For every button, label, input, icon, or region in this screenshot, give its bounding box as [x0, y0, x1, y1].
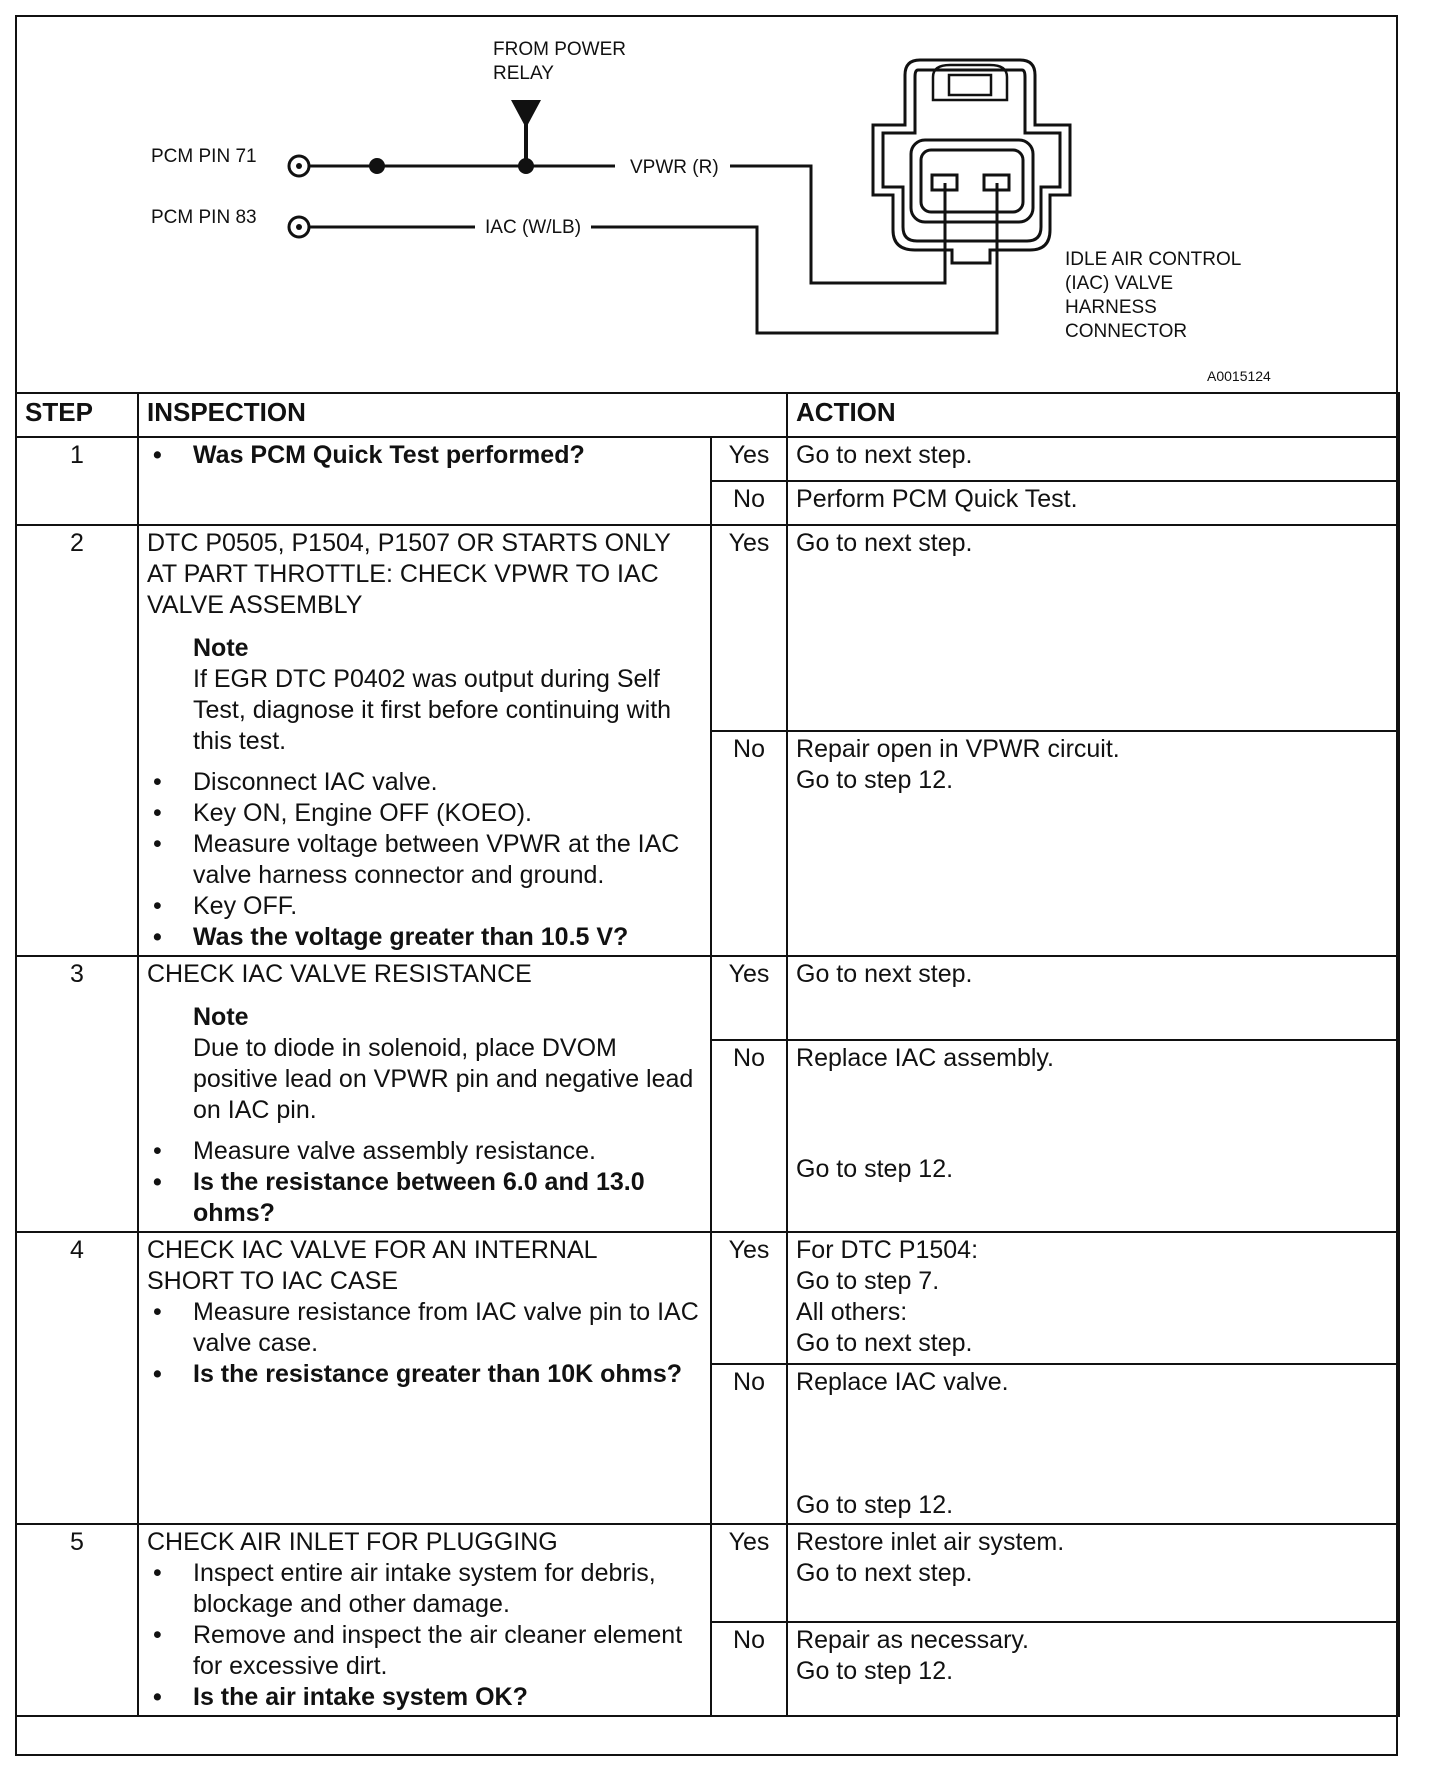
- step-2-yes-label: Yes: [711, 525, 787, 731]
- step-4-inspection: [138, 1232, 711, 1524]
- step-2-question: • Was the voltage greater than 10.5 V?: [147, 922, 702, 953]
- step-2-no-action-line-1: Repair open in VPWR circuit.: [796, 735, 1120, 763]
- step-4-question: • Is the resistance greater than 10K ohms?: [147, 1359, 702, 1390]
- step-3-heading: CHECK IAC VALVE RESISTANCE: [147, 960, 532, 988]
- step-3-question: • Is the resistance between 6.0 and 13.0 ohms?: [147, 1167, 702, 1229]
- pcm-pin-83-label: PCM PIN 83: [151, 207, 257, 228]
- step-1-no-action: [787, 481, 1399, 525]
- step-3-no-action-line-1: Replace IAC assembly.: [796, 1044, 1054, 1072]
- step-1-inspection: [138, 437, 711, 525]
- step-3-note: [147, 1002, 702, 1126]
- diagnostic-procedure-table: [15, 392, 1400, 1717]
- vpwr-splice-1: [369, 158, 385, 174]
- iac-wiring-diagram: [15, 15, 1398, 395]
- step-5-yes-row: [16, 1524, 1399, 1622]
- step-2-bullet-3: • Measure voltage between VPWR at the IAC valve harness connector and ground.: [147, 829, 702, 891]
- step-5-yes-label: Yes: [711, 1524, 787, 1622]
- step-4-yes-label: Yes: [711, 1232, 787, 1364]
- step-1-no-label: No: [711, 481, 787, 525]
- step-5-no-action-line-1: Repair as necessary.: [796, 1626, 1029, 1654]
- step-2-bullet-1: • Disconnect IAC valve.: [147, 767, 702, 798]
- step-2-yes-row: [16, 525, 1399, 731]
- step-2-bullet-4: • Key OFF.: [147, 891, 702, 922]
- step-4-yes-action-line-1: For DTC P1504:: [796, 1236, 979, 1264]
- step-1-question: • Was PCM Quick Test performed?: [147, 440, 702, 471]
- step-4-heading-line-2: SHORT TO IAC CASE: [147, 1267, 399, 1295]
- header-action: ACTION: [787, 393, 1399, 437]
- step-4-no-label: No: [711, 1364, 787, 1524]
- step-3-yes-action: [787, 956, 1399, 1040]
- step-1-yes-label: Yes: [711, 437, 787, 481]
- vpwr-wire-label: VPWR (R): [630, 157, 719, 178]
- step-2-no-label: No: [711, 731, 787, 956]
- step-4-no-action-line-2: Go to step 12.: [796, 1491, 954, 1519]
- figure-id: A0015124: [1207, 368, 1271, 384]
- step-3-no-action-line-2: Go to step 12.: [796, 1155, 954, 1183]
- step-4-heading-line-1: CHECK IAC VALVE FOR AN INTERNAL: [147, 1236, 598, 1264]
- step-3-yes-action-line: Go to next step.: [796, 960, 973, 988]
- step-2-inspection: [138, 525, 711, 956]
- connector-label-line3: HARNESS: [1065, 297, 1157, 318]
- step-5-yes-action: [787, 1524, 1399, 1622]
- step-2-number: 2: [16, 525, 138, 956]
- vpwr-wire-to-connector: [730, 166, 945, 283]
- step-5-no-action: [787, 1622, 1399, 1716]
- table-header-row: [16, 393, 1399, 437]
- step-2-bullet-2: • Key ON, Engine OFF (KOEO).: [147, 798, 702, 829]
- step-5-yes-action-line-1: Restore inlet air system.: [796, 1528, 1065, 1556]
- connector-label-line1: IDLE AIR CONTROL: [1065, 249, 1242, 270]
- step-3-yes-row: [16, 956, 1399, 1040]
- step-2-yes-action: [787, 525, 1399, 731]
- step-5-no-label: No: [711, 1622, 787, 1716]
- step-4-yes-row: [16, 1232, 1399, 1364]
- step-3-number: 3: [16, 956, 138, 1232]
- step-5-bullet-1: • Inspect entire air intake system for debris, blockage and other damage.: [147, 1558, 702, 1620]
- step-3-note-text: Due to diode in solenoid, place DVOM positive lead on VPWR pin and negative lead on IAC pin.: [193, 1034, 694, 1124]
- step-2-no-action: [787, 731, 1399, 956]
- step-1-number: 1: [16, 437, 138, 525]
- step-4-yes-action-line-2: Go to step 7.: [796, 1267, 940, 1295]
- step-3-bullet-1: • Measure valve assembly resistance.: [147, 1136, 702, 1167]
- from-power-relay-label-line2: RELAY: [493, 63, 554, 84]
- step-4-yes-action: [787, 1232, 1399, 1364]
- from-power-relay-label-line1: FROM POWER: [493, 39, 626, 60]
- step-3-inspection: [138, 956, 711, 1232]
- step-2-yes-action-line: Go to next step.: [796, 529, 973, 557]
- step-1-yes-action: [787, 437, 1399, 481]
- step-3-yes-label: Yes: [711, 956, 787, 1040]
- step-4-no-action-line-1: Replace IAC valve.: [796, 1368, 1009, 1396]
- step-4-bullet-1: • Measure resistance from IAC valve pin to IAC valve case.: [147, 1297, 702, 1359]
- step-2-note: [147, 633, 702, 757]
- step-5-heading: CHECK AIR INLET FOR PLUGGING: [147, 1528, 558, 1556]
- step-5-no-action-line-2: Go to step 12.: [796, 1657, 954, 1685]
- step-5-question: • Is the air intake system OK?: [147, 1682, 702, 1713]
- step-2-note-text: If EGR DTC P0402 was output during Self Test, diagnose it first before continuing with this test.: [193, 665, 672, 755]
- connector-label-line2: (IAC) VALVE: [1065, 273, 1174, 294]
- step-1-yes-action-line: Go to next step.: [796, 441, 973, 469]
- step-5-number: 5: [16, 1524, 138, 1716]
- step-5-inspection: [138, 1524, 711, 1716]
- connector-label-line4: CONNECTOR: [1065, 321, 1188, 342]
- step-4-yes-action-line-4: Go to next step.: [796, 1329, 973, 1357]
- step-1-yes-row: [16, 437, 1399, 481]
- pcm-pin-71-label: PCM PIN 71: [151, 146, 257, 167]
- step-3-no-label: No: [711, 1040, 787, 1232]
- step-5-yes-action-line-2: Go to next step.: [796, 1559, 973, 1587]
- step-2-heading: DTC P0505, P1504, P1507 OR STARTS ONLY AT PART THROTTLE: CHECK VPWR TO IAC VALVE ASSEMBLY: [147, 529, 671, 619]
- step-3-no-action: [787, 1040, 1399, 1232]
- step-4-number: 4: [16, 1232, 138, 1524]
- step-4-yes-action-line-3: All others:: [796, 1298, 908, 1326]
- pcm-pin-71-terminal-dot: [296, 163, 302, 169]
- step-1-no-action-line: Perform PCM Quick Test.: [796, 485, 1078, 513]
- iac-wire-to-connector: [591, 183, 997, 333]
- iac-wire-label: IAC (W/LB): [485, 217, 582, 238]
- step-3-note-title: Note: [193, 1003, 249, 1031]
- pcm-pin-83-terminal-dot: [296, 224, 302, 230]
- iac-harness-connector-drawing: [873, 60, 1070, 263]
- step-2-note-title: Note: [193, 634, 249, 662]
- header-inspection: INSPECTION: [138, 393, 787, 437]
- step-5-bullet-2: • Remove and inspect the air cleaner element for excessive dirt.: [147, 1620, 702, 1682]
- vpwr-splice-2: [518, 158, 534, 174]
- header-step: STEP: [16, 393, 138, 437]
- step-4-no-action: [787, 1364, 1399, 1524]
- step-2-no-action-line-2: Go to step 12.: [796, 766, 954, 794]
